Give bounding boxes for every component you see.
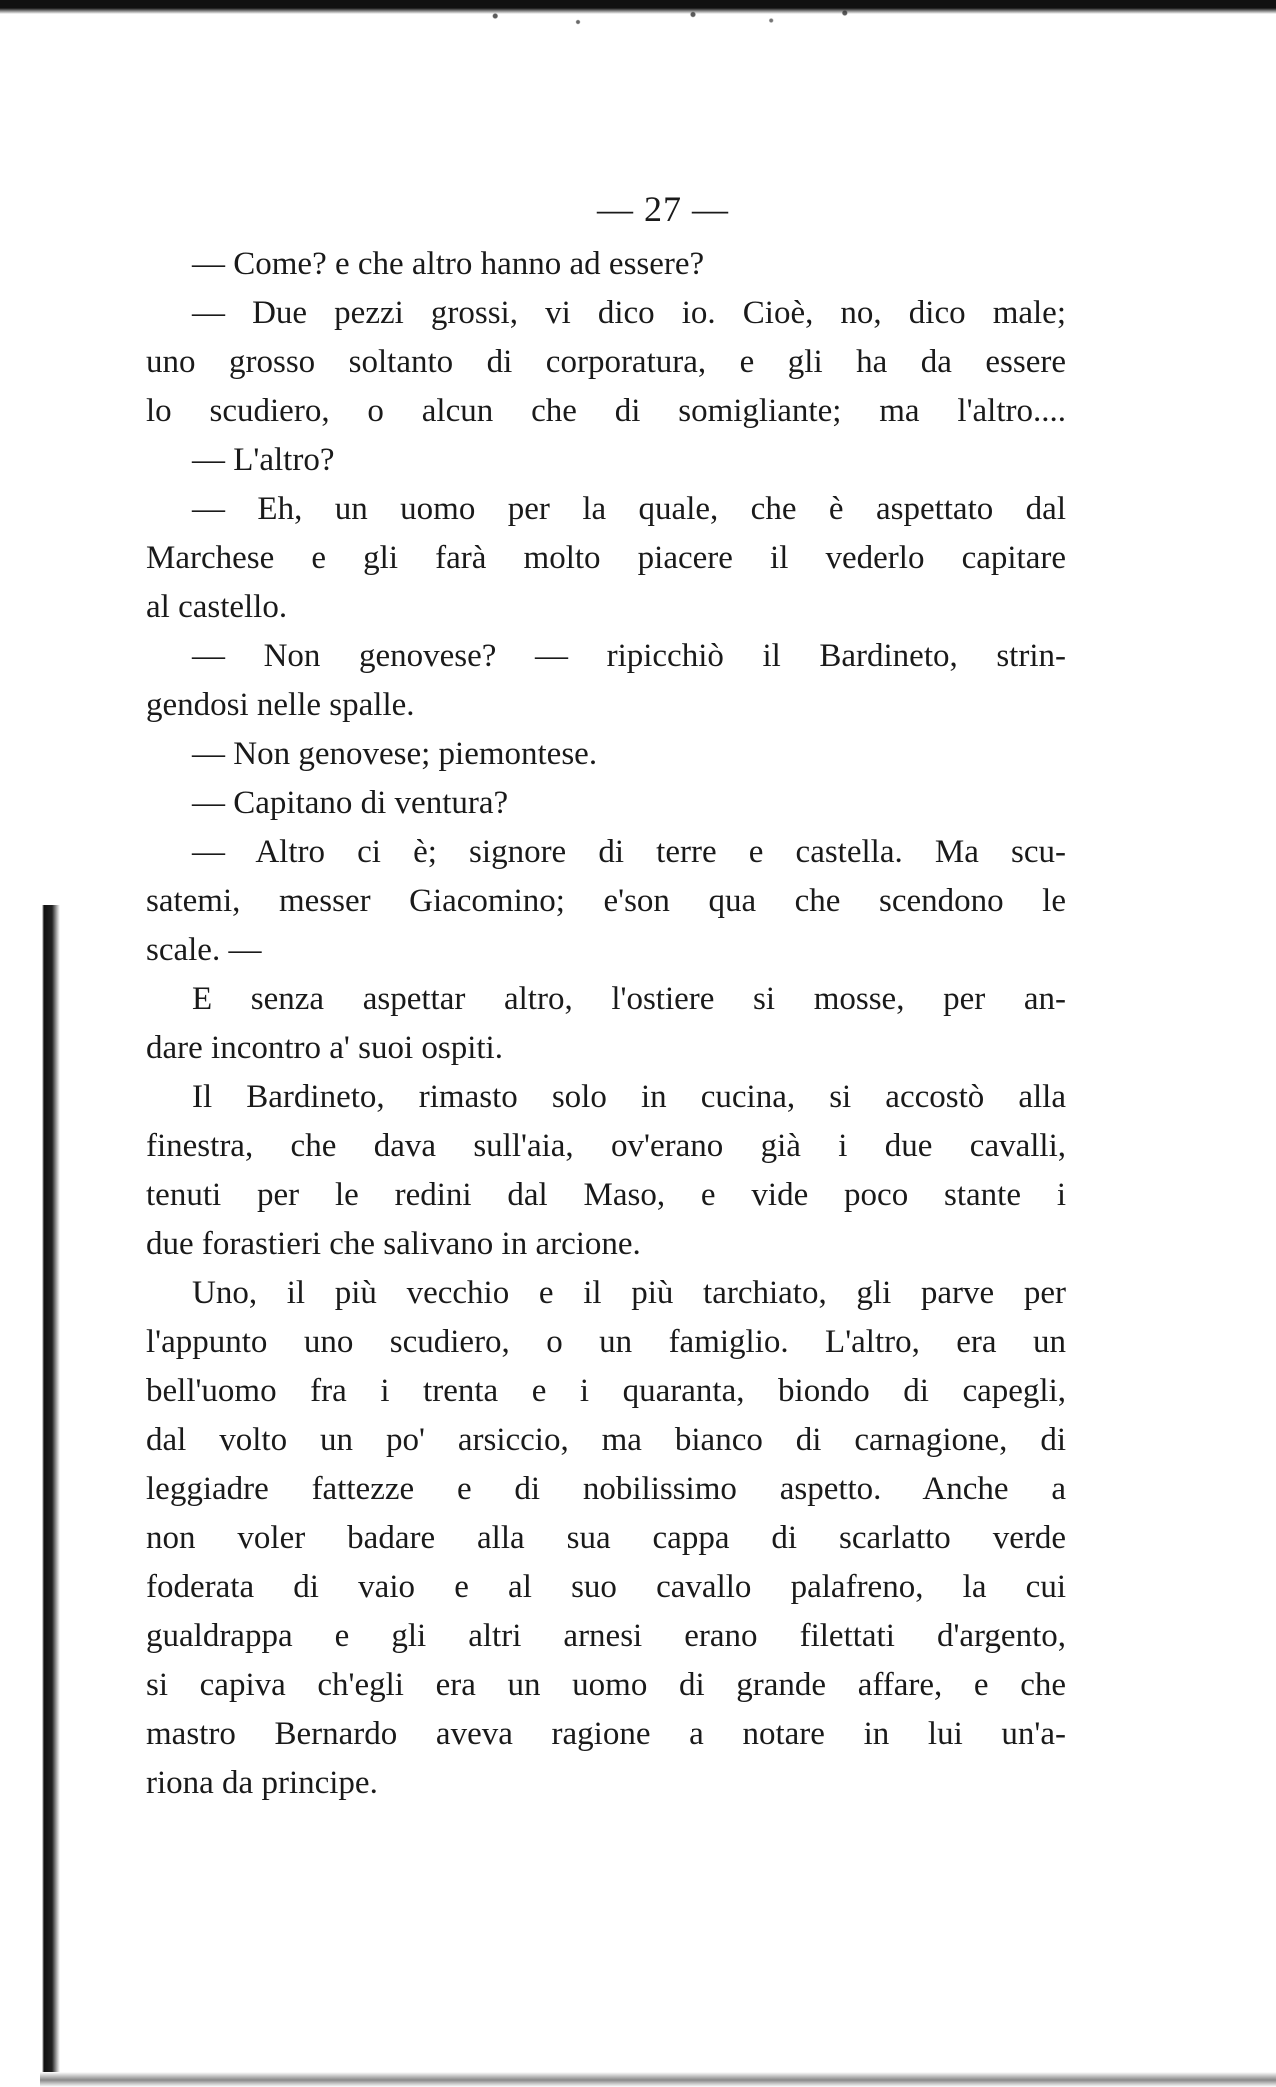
text-line: satemi, messer Giacomino; e'son qua che scendono le xyxy=(146,883,1066,919)
text-line: leggiadre fattezze e di nobilissimo aspetto. Anche a xyxy=(146,1471,1066,1507)
text-line: lo scudiero, o alcun che di somigliante; ma l'altro.... xyxy=(146,393,1066,429)
page-number xyxy=(0,188,1276,230)
text-line: — Altro ci è; signore di terre e castella. Ma scu- xyxy=(192,834,1066,870)
text-line: due forastieri che salivano in arcione. xyxy=(146,1226,641,1262)
text-line: foderata di vaio e al suo cavallo palafreno, la cui xyxy=(146,1569,1066,1605)
text-line: finestra, che dava sull'aia, ov'erano già i due cavalli, xyxy=(146,1128,1066,1164)
text-line: al castello. xyxy=(146,589,288,625)
text-line: — Capitano di ventura? xyxy=(192,785,509,821)
text-line: bell'uomo fra i trenta e i quaranta, biondo di capegli, xyxy=(146,1373,1066,1409)
page-binding-shadow xyxy=(0,905,60,2075)
page-bottom-edge xyxy=(40,2072,1276,2087)
text-line: uno grosso soltanto di corporatura, e gli ha da essere xyxy=(146,344,1066,380)
body-text xyxy=(146,240,1066,1808)
text-line: dal volto un po' arsiccio, ma bianco di carnagione, di xyxy=(146,1422,1066,1458)
text-line: si capiva ch'egli era un uomo di grande affare, e che xyxy=(146,1667,1066,1703)
page-number-text: — 27 — xyxy=(597,189,729,229)
text-line: — Non genovese; piemontese. xyxy=(192,736,598,772)
text-line: gualdrappa e gli altri arnesi erano filettati d'argento, xyxy=(146,1618,1066,1654)
text-line: riona da principe. xyxy=(146,1765,378,1801)
text-line: — Non genovese? — ripicchiò il Bardineto, strin- xyxy=(192,638,1066,674)
text-line: — Eh, un uomo per la quale, che è aspettato dal xyxy=(192,491,1066,527)
text-line: Il Bardineto, rimasto solo in cucina, si accostò alla xyxy=(192,1079,1066,1115)
text-line: dare incontro a' suoi ospiti. xyxy=(146,1030,503,1066)
text-line: tenuti per le redini dal Maso, e vide poco stante i xyxy=(146,1177,1066,1213)
text-line: — Due pezzi grossi, vi dico io. Cioè, no, dico male; xyxy=(192,295,1066,331)
text-line: — Come? e che altro hanno ad essere? xyxy=(192,246,705,282)
text-line: mastro Bernardo aveva ragione a notare in lui un'a- xyxy=(146,1716,1066,1752)
text-line: — L'altro? xyxy=(192,442,335,478)
text-line: Uno, il più vecchio e il più tarchiato, gli parve per xyxy=(192,1275,1066,1311)
text-line: gendosi nelle spalle. xyxy=(146,687,415,723)
text-line: l'appunto uno scudiero, o un famiglio. L'altro, era un xyxy=(146,1324,1066,1360)
text-line: E senza aspettar altro, l'ostiere si mosse, per an- xyxy=(192,981,1066,1017)
text-line: scale. — xyxy=(146,932,262,968)
text-line: non voler badare alla sua cappa di scarlatto verde xyxy=(146,1520,1066,1556)
page-top-speckle xyxy=(440,4,900,34)
text-line: Marchese e gli farà molto piacere il vederlo capitare xyxy=(146,540,1066,576)
